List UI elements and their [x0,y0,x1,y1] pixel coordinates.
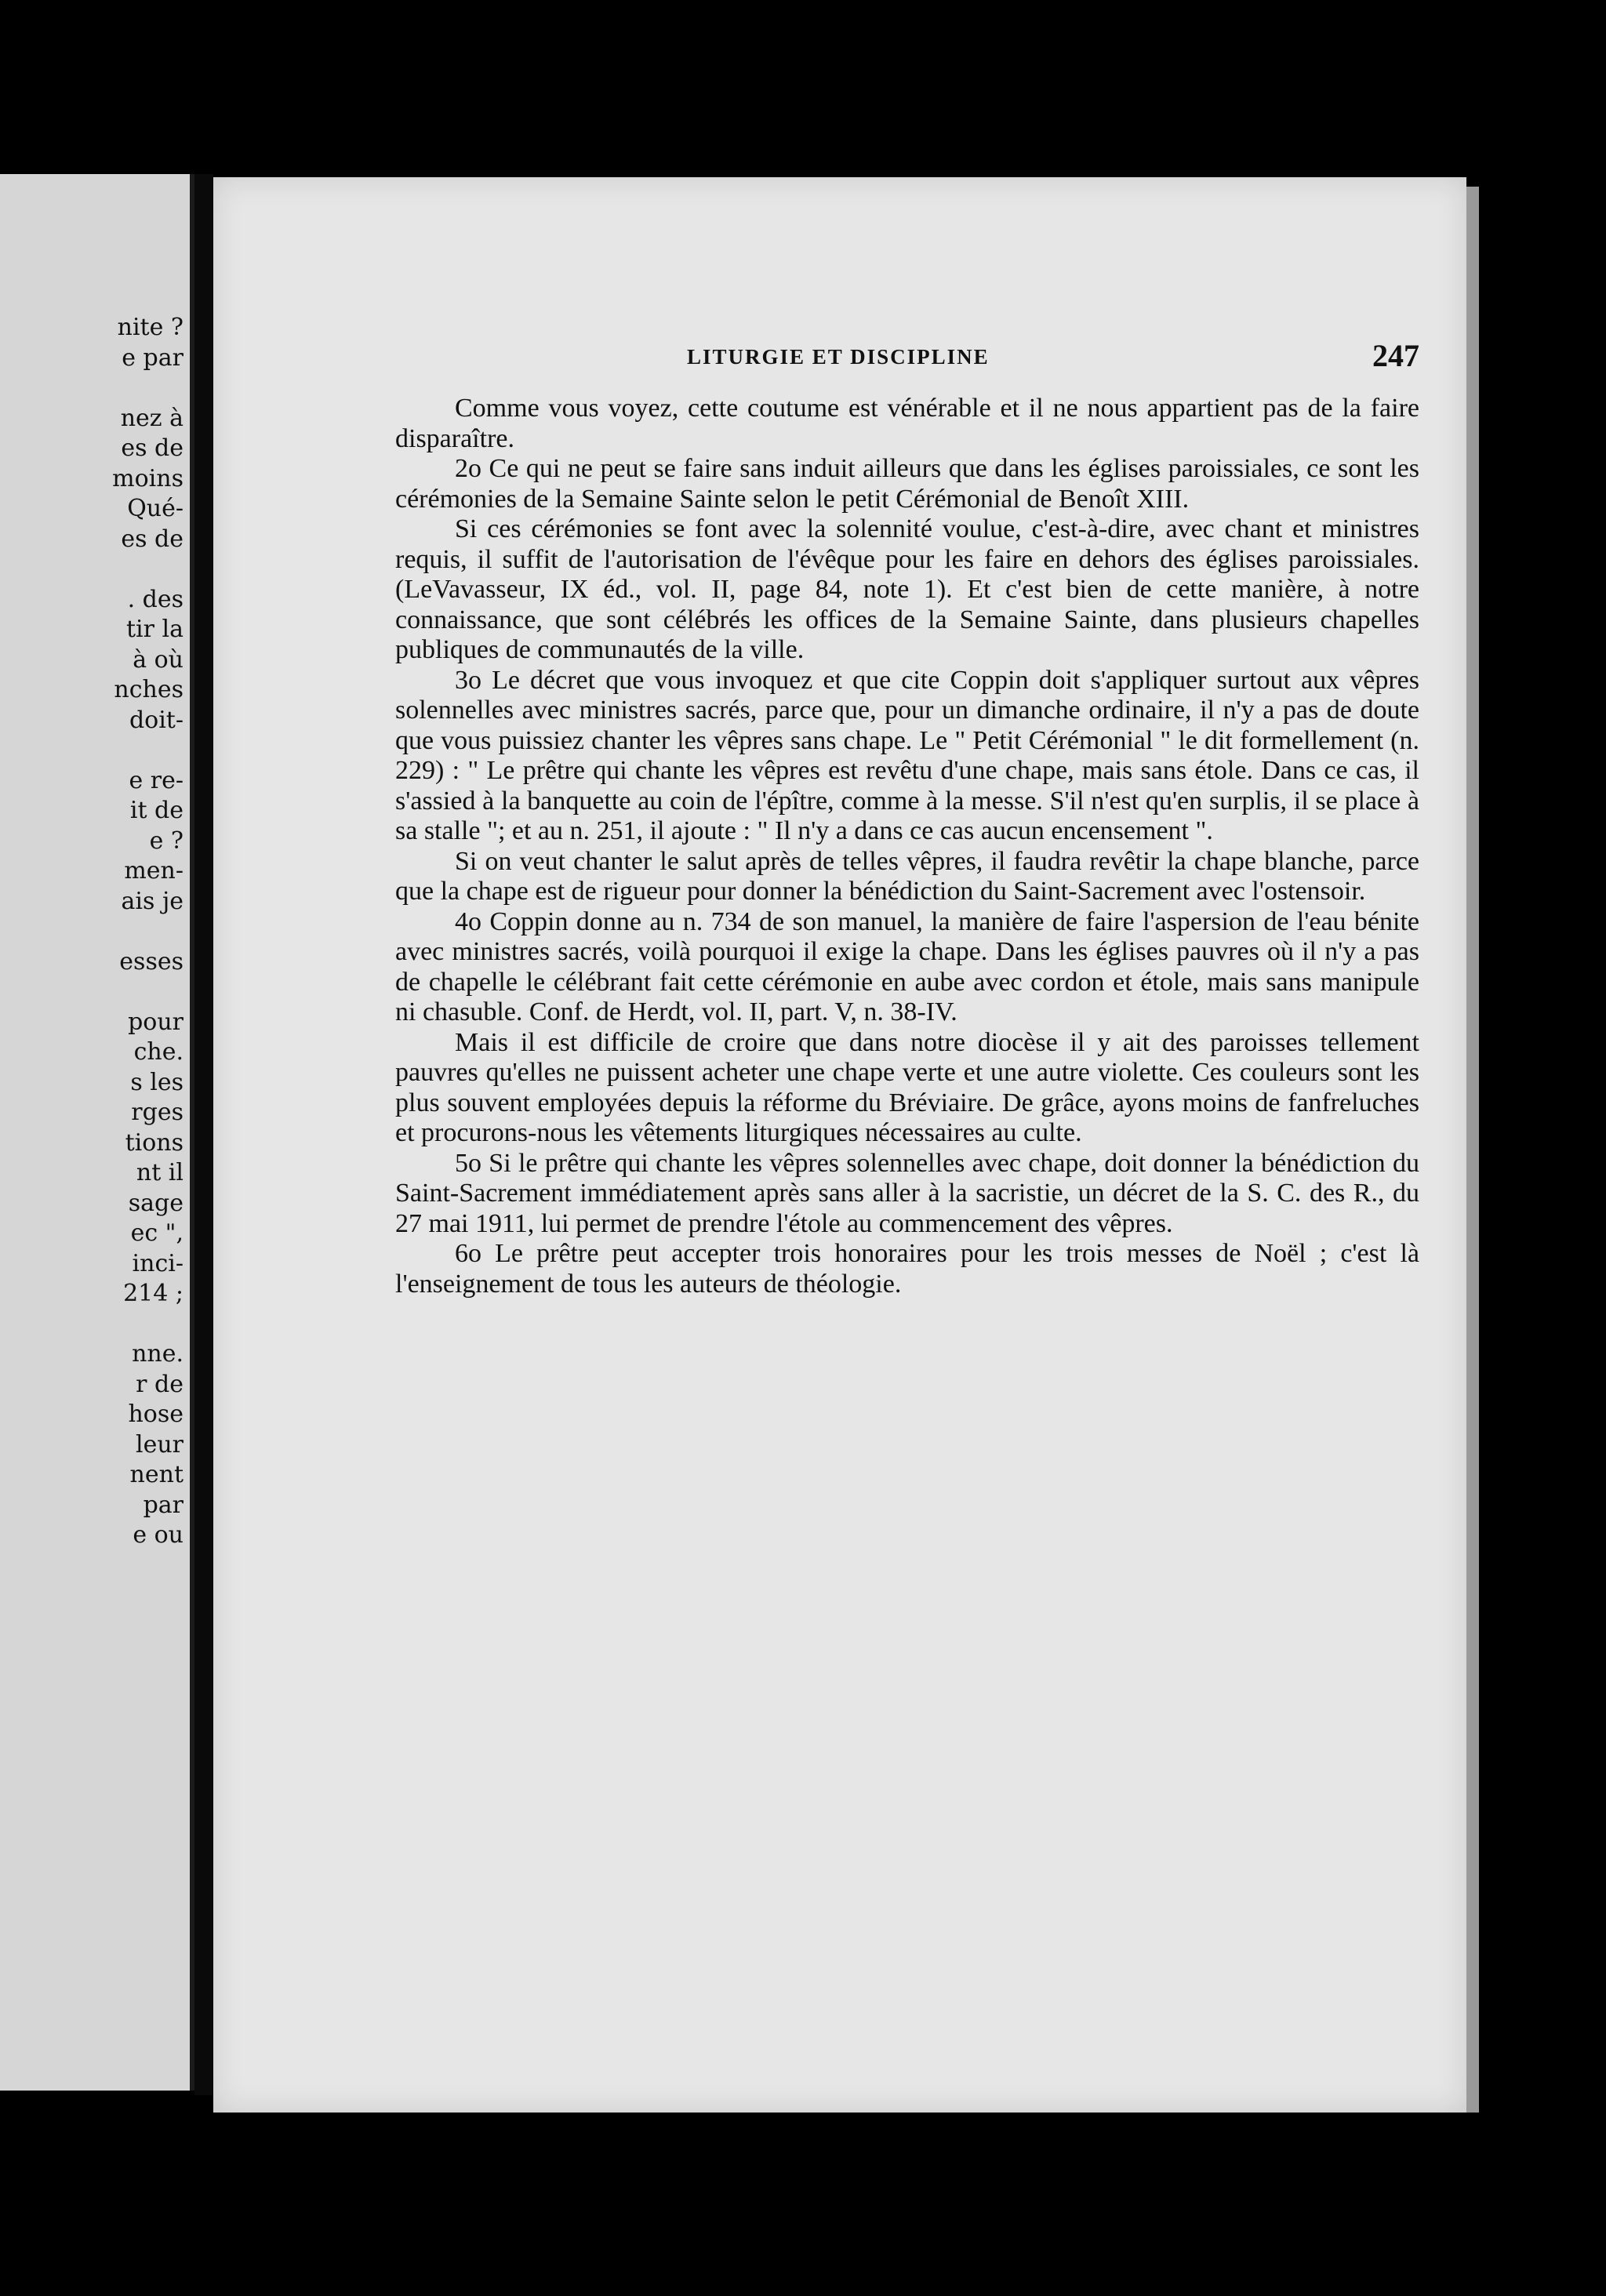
facing-page-line: tir la [125,616,183,643]
running-head [213,331,1466,378]
page-body [395,394,1419,1299]
paragraph: 5o Si le prêtre qui chante les vêpres solennelles avec chape, doit donner la bénédiction du Saint-Sacrement immédiatement après sans aller à la sacristie, un décret de la S. C. des R., du 27 mai 1911, lui permet de prendre l'étole au commencement des vêpres. [395,1148,1419,1238]
facing-page-line: ec ", [130,1219,183,1247]
facing-page-line: r de [136,1370,183,1398]
paragraph: Si on veut chanter le salut après de telles vêpres, il faudra revêtir la chape blanche, parce que la chape est de rigueur pour donner la bénédiction du Saint-Sacrement avec l'ostensoir. [395,846,1419,906]
facing-page-line: che. [133,1038,183,1066]
facing-page-line: . des [127,585,183,613]
facing-page-line: rges [131,1099,183,1126]
running-title: LITURGIE ET DISCIPLINE [687,345,990,369]
facing-page-line: it de [129,797,183,824]
facing-page-line: men- [124,857,183,885]
book-page [213,177,1466,2113]
facing-page-line: inci- [132,1249,183,1277]
facing-page-text-column [0,174,190,2091]
facing-page-line: doit- [129,706,183,734]
book-gutter [194,174,213,2095]
facing-page-line: nite ? [117,314,183,341]
facing-page-line: nez à [120,404,183,432]
paragraph: 3o Le décret que vous invoquez et que cite Coppin doit s'appliquer surtout aux vêpres solennelles avec ministres sacrés, parce que, pour un dimanche ordinaire, il n'y a pas de doute que vous puissiez chanter les vêpres sans chape. Le " Petit Cérémonial " le dit formellement (n. 229) : " Le prêtre qui chante les vêpres est revêtu d'une chape, mais sans étole. Dans ce cas, il s'assied à la banquette au coin de l'épître, comme à la messe. S'il n'est qu'en surplis, il se place à sa stalle "; et au n. 251, il ajoute : " Il n'y a dans ce cas aucun encensement ". [395,665,1419,845]
facing-page-line: à où [133,645,183,674]
facing-page-line: pour [128,1008,183,1036]
page-number: 247 [1372,338,1419,373]
facing-page-line: nent [129,1461,183,1488]
facing-page-line: esses [119,947,183,975]
facing-page-line: Qué- [127,495,183,522]
facing-page-line: es de [121,525,183,553]
paragraph: Si ces cérémonies se font avec la solennité voulue, c'est-à-dire, avec chant et ministres requis, il suffit de l'autorisation de l'évêque pour les faire en dehors des églises paroissiales. (LeVavasseur, IX éd., vol. II, page 84, note 1). Et c'est bien de cette manière, à notre connaissance, que sont célébrés les offices de la Semaine Sainte, dans plusieurs chapelles publiques de communautés de la ville. [395,514,1419,664]
facing-page-line: e re- [129,766,183,794]
paragraph: 6o Le prêtre peut accepter trois honoraires pour les trois messes de Noël ; c'est là l'enseignement de tous les auteurs de théologie. [395,1239,1419,1299]
facing-page-line: 214 ; [123,1280,183,1307]
facing-page-line: hose [128,1400,183,1428]
facing-page-line: e ou [133,1521,183,1549]
facing-page-line: s les [130,1068,183,1096]
facing-page-line: e ? [149,826,183,855]
facing-page-line: nt il [136,1159,183,1186]
page-edge [1466,187,1479,2113]
facing-page-line: leur [135,1430,183,1459]
paragraph: Comme vous voyez, cette coutume est vénérable et il ne nous appartient pas de la faire disparaître. [395,394,1419,453]
paragraph: 2o Ce qui ne peut se faire sans induit ailleurs que dans les églises paroissiales, ce sont les cérémonies de la Semaine Sainte selon le petit Cérémonial de Benoît XIII. [395,454,1419,514]
facing-page-line: es de [121,434,183,462]
paragraph: Mais il est difficile de croire que dans notre diocèse il y ait des paroisses tellement pauvres qu'elles ne puissent acheter une chape verte et une autre violette. Ces couleurs sont les plus souvent employées depuis la réforme du Bréviaire. De grâce, ayons moins de fanfreluches et procurons-nous les vêtements liturgiques nécessaires au culte. [395,1027,1419,1147]
facing-page-fragment [0,174,194,2091]
facing-page-line: moins [112,464,183,492]
facing-page-line: par [143,1491,183,1519]
paragraph: 4o Coppin donne au n. 734 de son manuel, la manière de faire l'aspersion de l'eau bénite avec ministres sacrés, voilà pourquoi il exige la chape. Dans les églises pauvres où il n'y a pas de chapelle le célébrant fait cette cérémonie en aube avec cordon et étole, mais sans manipule ni chasuble. Conf. de Herdt, vol. II, part. V, n. 38-IV. [395,906,1419,1026]
facing-page-line: tions [125,1128,183,1157]
facing-page-line: nne. [132,1340,183,1368]
facing-page-line: e par [122,343,183,372]
facing-page-line: sage [128,1189,183,1217]
facing-page-line: ais je [121,887,183,915]
facing-page-line: nches [114,676,183,703]
